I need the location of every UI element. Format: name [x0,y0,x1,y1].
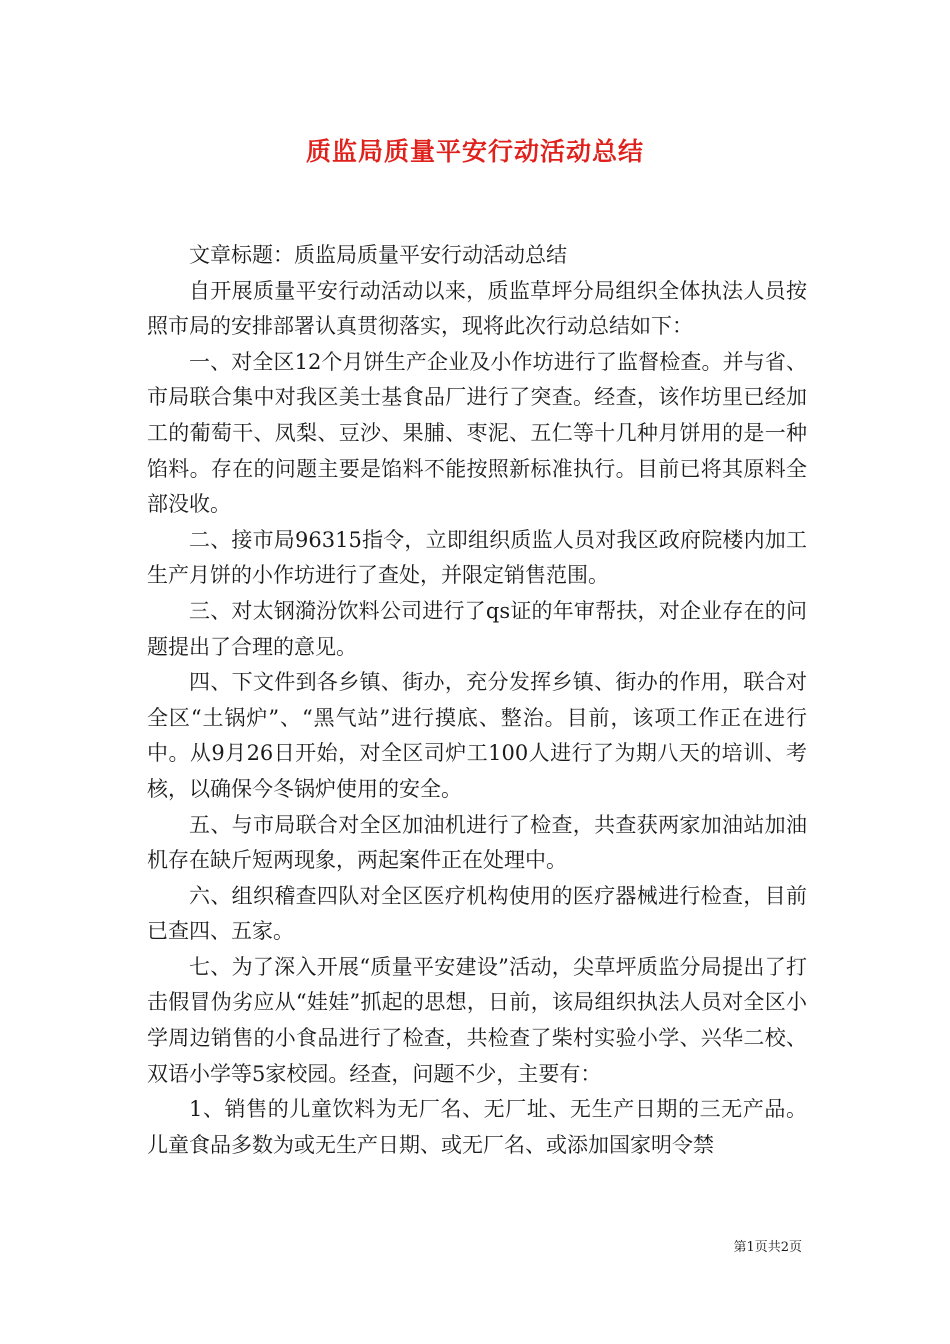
article-label: 文章标题：质监局质量平安行动活动总结 [189,243,567,267]
page-number: 第1页共2页 [733,1240,802,1255]
paragraph-item-1: 一、对全区12个月饼生产企业及小作坊进行了监督检查。并与省、市局联合集中对我区美士基食品厂进行了突查。经查，该作坊里已经加工的葡萄干、凤梨、豆沙、果脯、枣泥、五仁等十几种月饼用的是一种馅料。存在的问题主要是馅料不能按照新标准执行。目前已将其原料全部没收。 [147,349,807,517]
paragraph-item-3: 三、对太钢漪汾饮料公司进行了qs证的年审帮扶，对企业存在的问题提出了合理的意见。 [147,598,807,659]
document-body [147,238,807,1163]
paragraph-item-6: 六、组织稽查四队对全区医疗机构使用的医疗器械进行检查，目前已查四、五家。 [147,883,807,944]
paragraph-item-5: 五、与市局联合对全区加油机进行了检查，共查获两家加油站加油机存在缺斤短两现象，两起案件正在处理中。 [147,812,807,873]
paragraph-subitem-1: 1、销售的儿童饮料为无厂名、无厂址、无生产日期的三无产品。儿童食品多数为或无生产日期、或无厂名、或添加国家明令禁 [147,1097,807,1157]
paragraph-item-4: 四、下文件到各乡镇、街办，充分发挥乡镇、街办的作用，联合对全区“土锅炉”、“黑气站”进行摸底、整治。目前，该项工作正在进行中。从9月26日开始，对全区司炉工100人进行了为期八天的培训、考核，以确保今冬锅炉使用的安全。 [147,670,807,801]
document-title: 质监局质量平安行动活动总结 [305,137,644,166]
paragraph-item-2: 二、接市局96315指令，立即组织质监人员对我区政府院楼内加工生产月饼的小作坊进行了查处，并限定销售范围。 [147,527,807,588]
paragraph-intro: 自开展质量平安行动活动以来，质监草坪分局组织全体执法人员按照市局的安排部署认真贯彻落实，现将此次行动总结如下： [147,278,807,339]
paragraph-item-7: 七、为了深入开展“质量平安建设”活动，尖草坪质监分局提出了打击假冒伪劣应从“娃娃”抓起的思想，日前，该局组织执法人员对全区小学周边销售的小食品进行了检查，共检查了柴村实验小学、兴华二校、双语小学等5家校园。经查，问题不少，主要有： [147,954,807,1086]
